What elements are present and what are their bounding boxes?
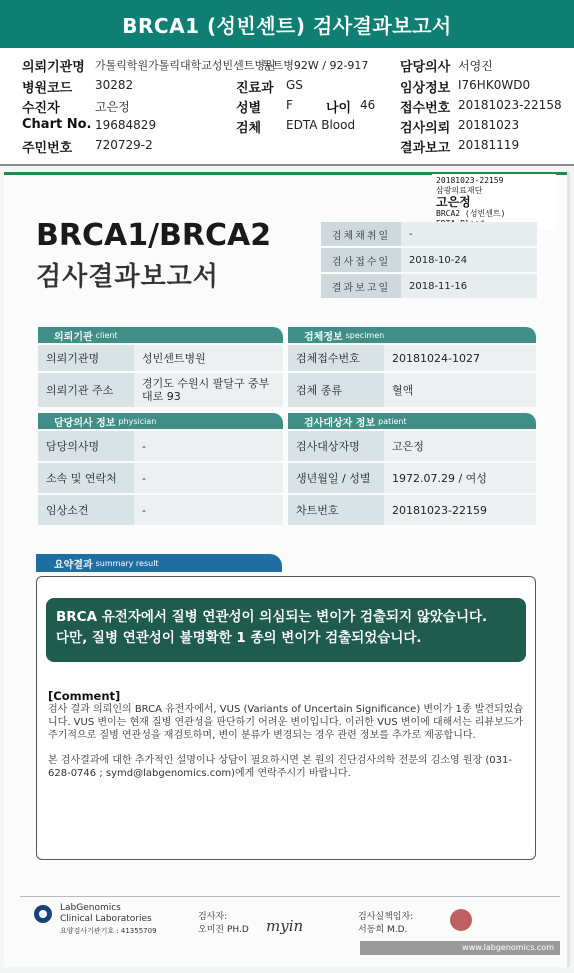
specimen-row: 검체접수번호 20181024-1027: [288, 345, 536, 371]
patient-section-header: 검사대상자 정보 patient: [288, 413, 536, 429]
date-row: [321, 222, 537, 246]
doctor-label: 담당의사: [400, 60, 451, 75]
request-value: 20181023: [458, 118, 520, 132]
summary-section-header: 요약결과 summary result: [36, 554, 282, 572]
date-value: -: [401, 222, 537, 246]
physician-section-header: 담당의사 정보 physician: [38, 413, 283, 429]
responsible-label: 검사실책임자:: [358, 912, 414, 922]
ssn-label: 주민번호: [22, 141, 73, 156]
specimen-row: 검체 종류 혈액: [288, 373, 536, 407]
client-row: 의뢰기관 주소 경기도 수원시 팔달구 중부대로 93: [38, 373, 283, 407]
request-label: 검사의뢰: [400, 121, 451, 136]
clinical-label: 임상정보: [400, 81, 451, 96]
report-date-value: 20181119: [458, 138, 520, 152]
date-row: [321, 274, 537, 298]
sex-value: F: [286, 98, 293, 112]
physician-row: 담당의사명 -: [38, 431, 283, 461]
code-label: 병원코드: [22, 81, 73, 96]
comment-paragraph: 본 검사결과에 대한 추가적인 설명이나 상담이 필요하시면 본 원의 진단검사의학 전문의 김소영 원장 (031-628-0746 ; symd@labgenomics.com)에게 연락주시기 바랍니다.: [48, 755, 512, 779]
chart-value: 19684829: [95, 118, 157, 132]
patient-row: 검사대상자명 고은정: [288, 431, 536, 461]
patient-row: 차트번호 20181023-22159: [288, 495, 536, 525]
inst-label: 의뢰기관명: [22, 60, 85, 75]
summary-banner: [46, 598, 526, 662]
receipt-value: 20181023-22158: [458, 98, 562, 112]
sticker-id: 20181023-22159: [436, 176, 504, 185]
report-date-label: 결과보고: [400, 141, 451, 156]
report-header-title: BRCA1 (성빈센트) 검사결과보고서: [0, 0, 574, 48]
physician-row: 임상소견 -: [38, 495, 283, 525]
client-row: 의뢰기관명 성빈센트병원: [38, 345, 283, 371]
ssn-value: 720729-2: [95, 138, 153, 152]
summary-line-1: BRCA 유전자에서 질병 연관성이 의심되는 변이가 검출되지 않았습니다.: [56, 609, 488, 625]
age-label: 나이: [326, 101, 352, 116]
date-value: 2018-10-24: [401, 248, 537, 272]
patient-row: 생년월일 / 성별 1972.07.29 / 여성: [288, 463, 536, 493]
date-row: [321, 248, 537, 272]
report-title: BRCA1/BRCA2: [36, 218, 272, 253]
sticker-org: 삼광의료재단: [436, 185, 483, 195]
report-footer: [20, 896, 560, 960]
lab-name: LabGenomics: [60, 903, 121, 913]
lab-subname: Clinical Laboratories: [60, 914, 152, 924]
date-label: 결과보고일: [321, 274, 401, 298]
sticker-test: BRCA2 (성빈센트): [436, 209, 506, 218]
comment-heading: [Comment]: [48, 689, 121, 703]
sticker-name: 고은정: [436, 195, 471, 209]
chart-label: Chart No.: [22, 117, 92, 132]
date-value: 2018-11-16: [401, 274, 537, 298]
report-subtitle: 검사결과보고서: [36, 262, 219, 292]
patient-label: 수진자: [22, 101, 60, 116]
comment-paragraph: 검사 결과 의뢰인의 BRCA 유전자에서, VUS (Variants of Uncertain Significance) 변이가 1종 발견되었습니다. VUS 변이는 현재 질병 연관성을 판단하기 어려운 변이입니다. 이러한 VUS 변이에 대해서는 리뷰보드가 주기적으로 질병 연관성을 재검토하며, 변이 분류가 변경되는 경우 관련 정보를 추가로 제공합니다.: [48, 704, 524, 741]
patient-value: 고은정: [95, 100, 130, 114]
lab-url: www.labgenomics.com: [360, 941, 560, 955]
signature: myin: [266, 917, 304, 935]
responsible-name: 서동희 M.D.: [358, 925, 408, 935]
comment-block: [48, 690, 528, 780]
patient-info-panel: [0, 48, 574, 166]
dept-value: GS: [286, 78, 303, 92]
code-value: 30282: [95, 78, 134, 92]
ward-value: 동트병92W / 92-917: [262, 59, 369, 72]
clinical-value: I76HK0WD0: [458, 78, 531, 92]
dept-label: 진료과: [236, 81, 274, 96]
inst-value: 가톨릭학원가톨릭대학교성빈센트병원: [95, 59, 276, 72]
receipt-label: 접수번호: [400, 101, 451, 116]
specimen-label: 검체: [236, 121, 262, 136]
labgenomics-logo-icon: [34, 905, 52, 923]
physician-row: 소속 및 연락처 -: [38, 463, 283, 493]
client-section-header: 의뢰기관 client: [38, 327, 283, 343]
official-seal-icon: [450, 909, 472, 931]
summary-line-2: 다만, 질병 연관성이 불명확한 1 종의 변이가 검출되었습니다.: [56, 630, 422, 646]
dates-table: [321, 222, 537, 300]
sex-label: 성별: [236, 101, 262, 116]
date-label: 검체채취일: [321, 222, 401, 246]
age-value: 46: [360, 98, 376, 112]
tester-label: 검사자:: [198, 912, 228, 922]
date-label: 검사접수일: [321, 248, 401, 272]
lab-code: 요양검사기관기호 : 41355709: [60, 927, 157, 935]
specimen-value: EDTA Blood: [286, 118, 356, 132]
specimen-section-header: 검체정보 specimen: [288, 327, 536, 343]
tester-name: 오미진 PH.D: [198, 925, 249, 935]
doctor-value: 서영진: [458, 59, 493, 73]
